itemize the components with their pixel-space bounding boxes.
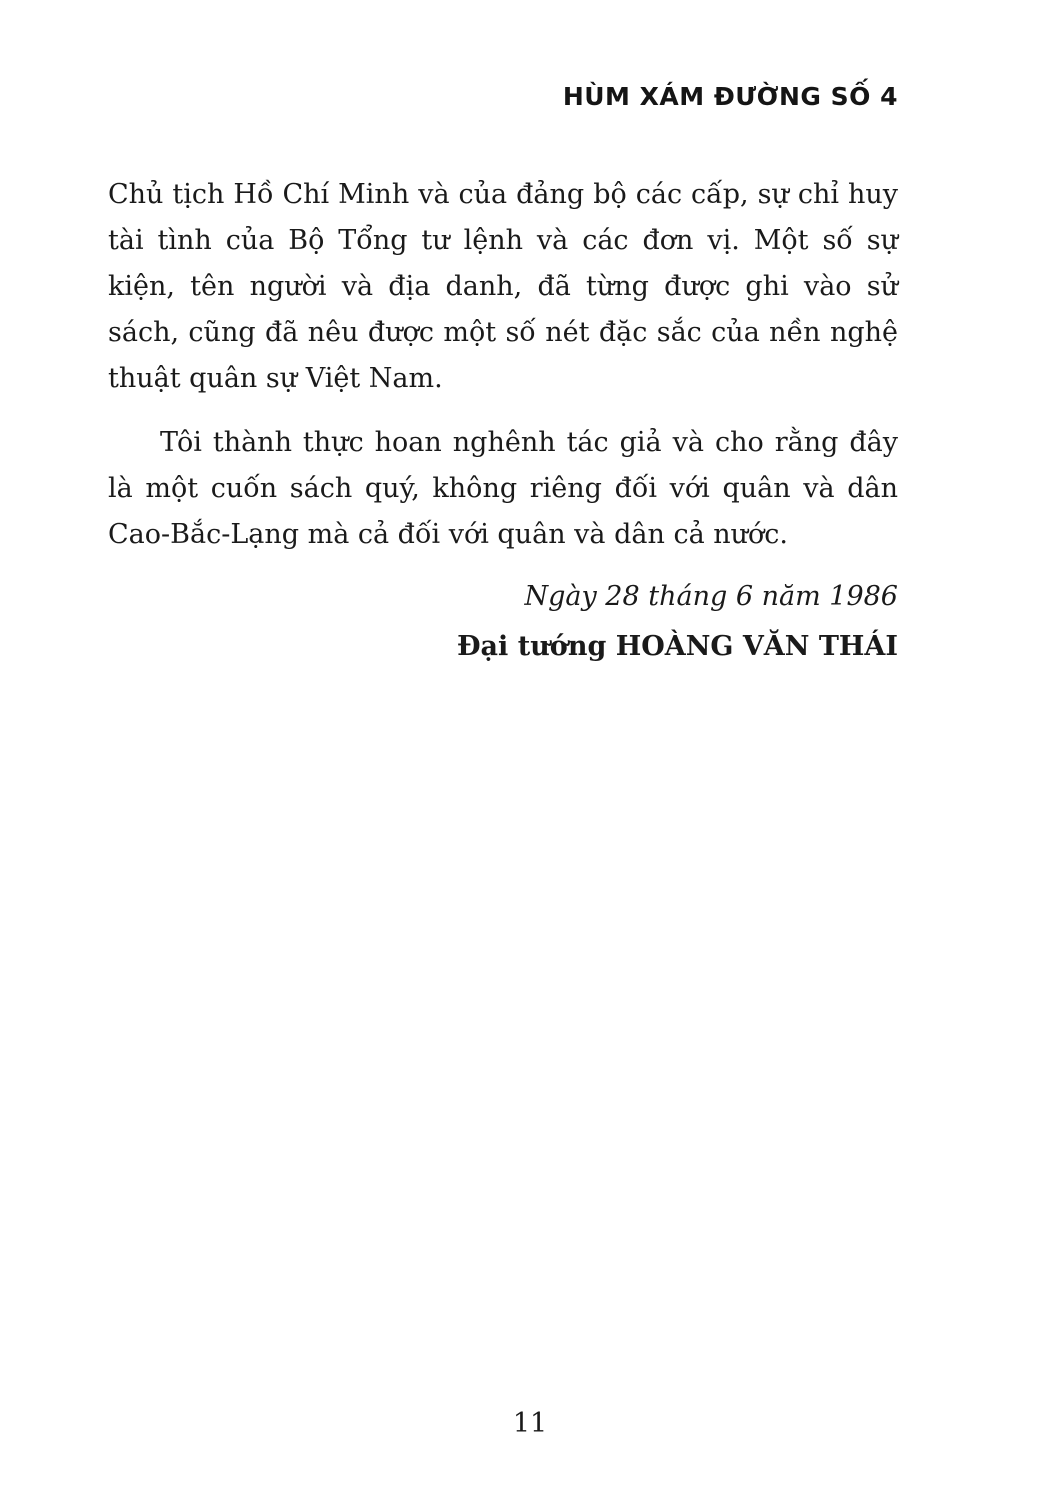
signature: Đại tướng HOÀNG VĂN THÁI [456,631,898,662]
page-number: 11 [512,1408,548,1439]
running-header: HÙM XÁM ĐƯỜNG SỐ 4 [562,82,898,111]
body-text [108,172,898,670]
date-line: Ngày 28 tháng 6 năm 1986 [524,581,898,612]
paragraph: Tôi thành thực hoan nghênh tác giả và cho rằng đây là một cuốn sách quý, không riêng đối với quân và dân Cao-Bắc-Lạng mà cả đối với quân và dân cả nước. [108,427,898,550]
paragraph: Chủ tịch Hồ Chí Minh và của đảng bộ các cấp, sự chỉ huy tài tình của Bộ Tổng tư lệnh và các đơn vị. Một số sự kiện, tên người và địa danh, đã từng được ghi vào sử sách, cũng đã nêu được một số nét đặc sắc của nền nghệ thuật quân sự Việt Nam. [108,179,898,394]
